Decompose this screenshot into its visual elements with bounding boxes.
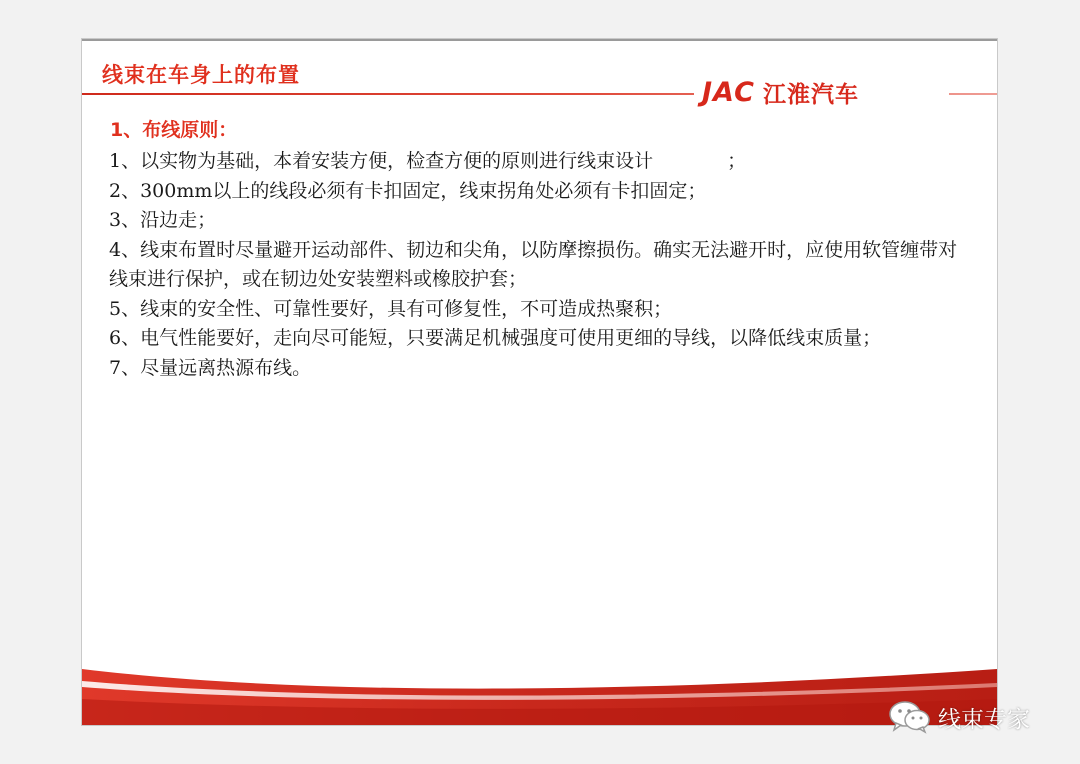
rule-item: 5、线束的安全性、可靠性要好，具有可修复性，不可造成热聚积； — [109, 297, 673, 320]
rule-item: 7、尽量远离热源布线。 — [109, 356, 312, 379]
rule-text: 1、以实物为基础，本着安装方便，检查方便的原则进行线束设计 — [109, 150, 654, 172]
rule-trailing-punct: ； — [727, 150, 747, 172]
rules-list — [109, 147, 959, 383]
jac-logo — [694, 76, 949, 108]
rule-item: 6、电气性能要好，走向尽可能短，只要满足机械强度可使用更细的导线，以降低线束质量； — [109, 327, 882, 349]
rule-item — [109, 147, 959, 177]
slide-title: 线束在车身上的布置 — [102, 63, 300, 87]
rule-item: 4、线束布置时尽量避开运动部件、韧边和尖角，以防摩擦损伤。确实无法避开时，应使用软管缠带对线束进行保护，或在韧边处安装塑料或橡胶护套； — [109, 238, 958, 290]
logo-mark: JAC — [702, 76, 755, 108]
section-heading: 1、布线原则： — [110, 119, 238, 141]
rule-item: 2、300mm以上的线段必须有卡扣固定，线束拐角处必须有卡扣固定； — [109, 179, 707, 202]
slide — [81, 38, 998, 726]
top-rule — [82, 39, 997, 41]
footer-decoration — [82, 669, 997, 725]
logo-name: 江淮汽车 — [762, 81, 859, 108]
watermark — [888, 700, 1030, 734]
rule-item: 3、沿边走； — [109, 209, 217, 231]
watermark-text: 线束专家 — [938, 706, 1030, 733]
wechat-icon — [888, 700, 932, 734]
